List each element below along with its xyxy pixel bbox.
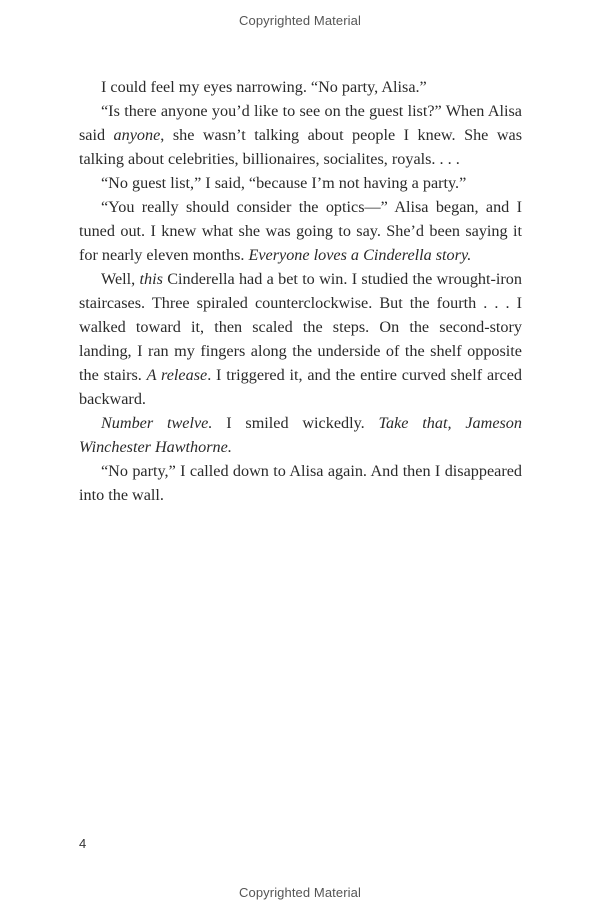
text-run: Well,: [101, 270, 140, 288]
italic-text-run: Everyone loves a Cinderella story.: [248, 246, 472, 264]
text-run: . I triggered it, and the entire curved shelf arced backward.: [79, 366, 522, 408]
paragraph: [79, 195, 522, 267]
italic-text-run: A release: [146, 366, 208, 384]
text-run: “You really should consider the optics—” Alisa began, and I tuned out. I knew what she was going to say. She’d been saying it for nearly eleven months.: [79, 198, 522, 264]
paragraph: [79, 171, 522, 195]
paragraph: [79, 75, 522, 99]
italic-text-run: Number twelve.: [101, 414, 213, 432]
paragraph: [79, 411, 522, 459]
paragraph: [79, 267, 522, 411]
copyright-watermark-top: Copyrighted Material: [239, 13, 361, 28]
paragraph: [79, 99, 522, 171]
text-run: I could feel my eyes narrowing. “No party, Alisa.”: [101, 78, 427, 96]
text-run: Cinderella had a bet to win. I studied the wrought-iron staircases. Three spiraled counterclockwise. But the fourth . . . I walked toward it, then scaled the steps. On the second-story landing, I ran my fingers along the underside of the shelf opposite the stairs.: [79, 270, 522, 384]
text-run: “Is there anyone you’d like to see on the guest list?” When Alisa said: [79, 102, 522, 144]
text-run: I smiled wickedly.: [212, 414, 379, 432]
text-run: “No party,” I called down to Alisa again. And then I disappeared into the wall.: [79, 462, 522, 504]
paragraph: [79, 459, 522, 507]
italic-text-run: this: [139, 270, 163, 288]
italic-text-run: Take that, Jameson Winchester Hawthorne.: [79, 414, 522, 456]
italic-text-run: anyone: [113, 126, 161, 144]
copyright-watermark-bottom: Copyrighted Material: [239, 885, 361, 900]
body-text: [79, 75, 522, 507]
text-run: “No guest list,” I said, “because I’m not having a party.”: [101, 174, 467, 192]
text-run: , she wasn’t talking about people I knew. She was talking about celebrities, billionaires, socialites, royals. . . .: [79, 126, 522, 168]
page-number: 4: [79, 836, 87, 851]
